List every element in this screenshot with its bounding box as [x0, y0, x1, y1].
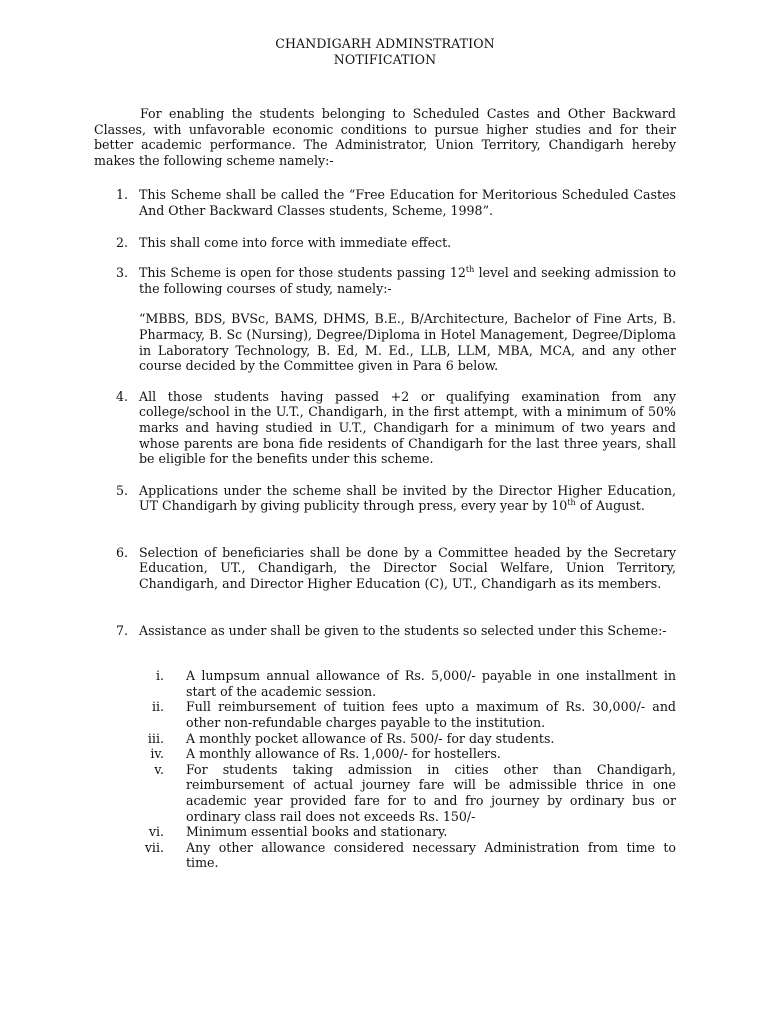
clause-number: 3.	[116, 265, 129, 281]
item-text: A monthly allowance of Rs. 1,000/- for hostellers.	[186, 746, 501, 762]
clause-4	[94, 389, 676, 467]
clause-1	[94, 187, 676, 218]
clause-number: 2.	[116, 234, 129, 250]
clause-6	[94, 545, 676, 592]
item-numeral: iv.	[150, 746, 164, 762]
clause-text-part: level and seeking admission to the following courses of study, namely:-	[139, 265, 676, 296]
item-text: For students taking admission in cities other than Chandigarh, reimbursement of actual journey fare will be admissible thrice in one academic year provided fare for to and fro journey by ordinary bus or ordinary class rail does not exceeds Rs. 150/-	[186, 761, 676, 824]
item-numeral: vii.	[144, 839, 164, 855]
clause-text: This Scheme shall be called the “Free Education for Meritorious Scheduled Castes And Other Backward Classes students, Scheme, 1998”.	[139, 187, 676, 218]
assistance-item	[94, 746, 676, 762]
item-numeral: iii.	[147, 730, 164, 746]
clause-text: All those students having passed +2 or qualifying examination from any college/school in the U.T., Chandigarh, in the first attempt, with a minimum of 50% marks and having studied in U.T., Chandigarh for a minimum of two years and whose parents are bona fide residents of Chandigarh for the last three years, shall be eligible for the benefits under this scheme.	[139, 388, 676, 467]
assistance-item	[94, 699, 676, 730]
assistance-item	[94, 668, 676, 699]
document-title: CHANDIGARH ADMINSTRATION	[275, 36, 495, 51]
clause-text: Selection of beneficiaries shall be done by a Committee headed by the Secretary Education, UT., Chandigarh, the Director Social Welfare, Union Territory, Chandigarh, and Director Higher Education (C), UT., Chandigarh as its members.	[139, 544, 676, 592]
clause-2	[94, 235, 676, 251]
clause-number: 1.	[116, 187, 129, 203]
item-text: A lumpsum annual allowance of Rs. 5,000/- payable in one installment in start of the academic session.	[186, 668, 676, 699]
superscript: th	[567, 498, 576, 508]
clause-number: 7.	[116, 622, 129, 638]
clause-number: 6.	[116, 544, 129, 560]
assistance-list	[94, 668, 676, 871]
assistance-item	[94, 824, 676, 840]
clause-5	[94, 483, 676, 514]
document-subtitle: NOTIFICATION	[333, 52, 437, 67]
clause-text: Assistance as under shall be given to the students so selected under this Scheme:-	[139, 622, 667, 638]
assistance-item	[94, 731, 676, 747]
item-text: Full reimbursement of tuition fees upto a maximum of Rs. 30,000/- and other non-refundable charges payable to the institution.	[186, 699, 676, 731]
scheme-clauses	[94, 187, 676, 638]
superscript: th	[465, 265, 475, 275]
clause-text-part: of August.	[575, 498, 645, 514]
assistance-item	[94, 840, 676, 871]
assistance-item	[94, 762, 676, 824]
clause-7	[94, 623, 676, 639]
clause-number: 4.	[116, 388, 129, 404]
item-text: Any other allowance considered necessary Administration from time to time.	[186, 839, 676, 871]
item-numeral: i.	[155, 668, 164, 684]
course-list-quote: “MBBS, BDS, BVSc, BAMS, DHMS, B.E., B/Architecture, Bachelor of Fine Arts, B. Pharmacy, B. Sc (Nursing), Degree/Diploma in Hotel Management, Degree/Diploma in Laboratory Technology, B. Ed, M. Ed., LLB, LLM, MBA, MCA, and any other course decided by the Committee given in Para 6 below.	[139, 311, 676, 374]
clause-3	[94, 265, 676, 374]
item-numeral: v.	[154, 761, 164, 777]
intro-paragraph: For enabling the students belonging to Scheduled Castes and Other Backward Classes, with unfavorable economic conditions to pursue higher studies and for their better academic performance. The Administrator, Union Territory, Chandigarh hereby makes the following scheme namely:-	[94, 106, 676, 168]
clause-text-part: Applications under the scheme shall be invited by the Director Higher Education, UT Chandigarh by giving publicity through press, every year by 10	[139, 482, 676, 514]
item-text: Minimum essential books and stationary.	[186, 824, 448, 840]
clause-text-part: This Scheme is open for those students passing 12	[139, 265, 466, 281]
item-numeral: ii.	[151, 699, 164, 715]
item-numeral: vi.	[148, 824, 164, 840]
clause-text: This shall come into force with immediate effect.	[139, 234, 452, 250]
item-text: A monthly pocket allowance of Rs. 500/- for day students.	[186, 730, 555, 746]
clause-number: 5.	[116, 482, 129, 498]
